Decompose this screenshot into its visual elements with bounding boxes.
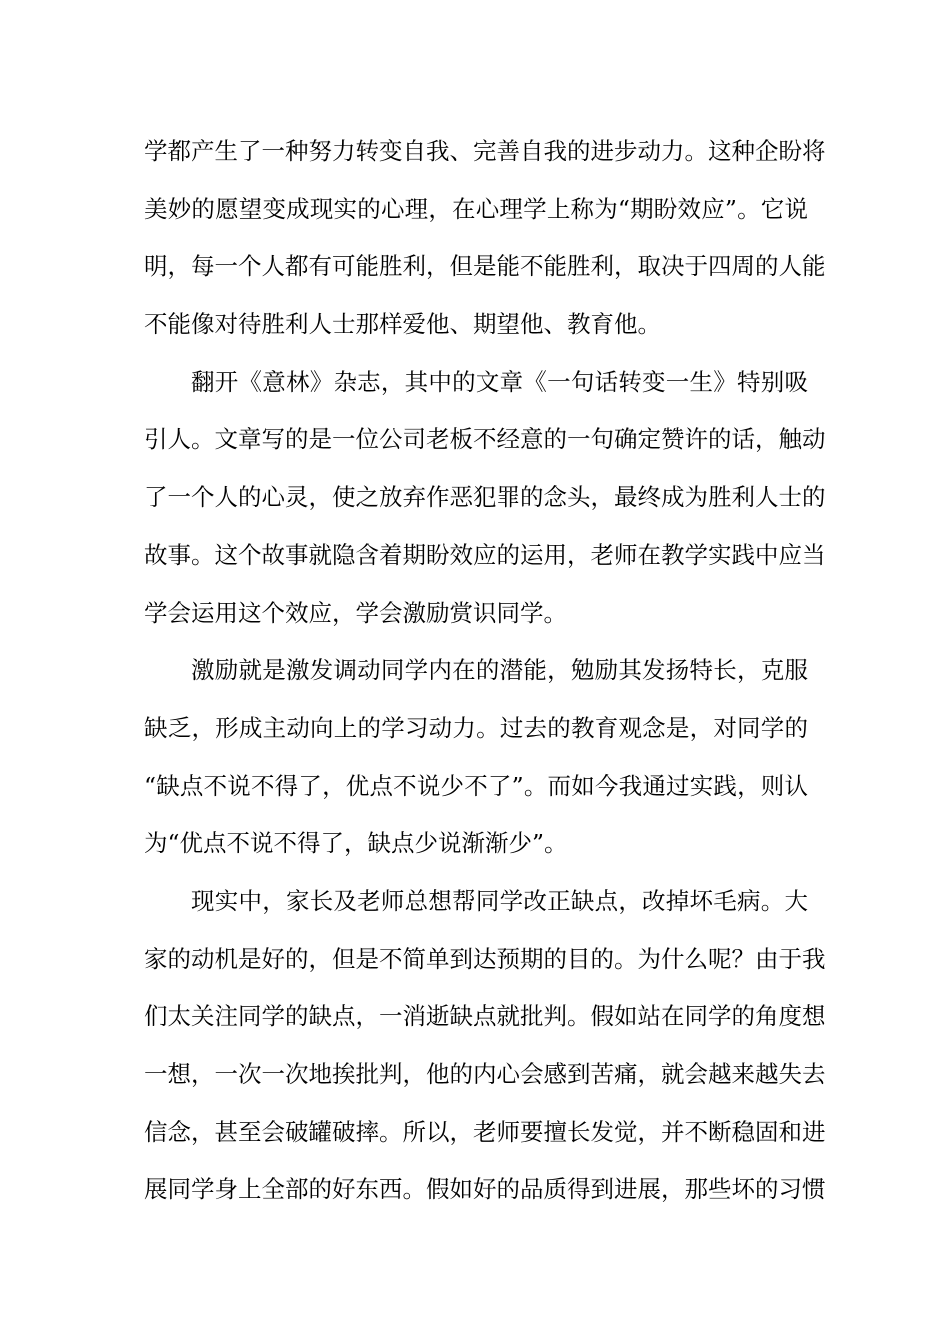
text-line: 学会运用这个效应，学会激励赏识同学。 bbox=[144, 598, 567, 627]
document-body bbox=[144, 129, 826, 1225]
text-line: 家的动机是好的，但是不简单到达预期的目的。为什么呢？由于我 bbox=[144, 944, 826, 973]
paragraph-1 bbox=[144, 129, 826, 360]
text-line: 学都产生了一种努力转变自我、完善自我的进步动力。这种企盼将 bbox=[144, 137, 826, 165]
text-line: 展同学身上全部的好东西。假如好的品质得到进展，那些坏的习惯 bbox=[144, 1175, 826, 1204]
text-line: 激励就是激发调动同学内在的潜能，勉励其发扬特长，克服 bbox=[191, 656, 808, 685]
text-line: 为“优点不说不得了，缺点少说渐渐少”。 bbox=[144, 829, 568, 858]
text-line: 不能像对待胜利人士那样爱他、期望他、教育他。 bbox=[144, 310, 661, 339]
text-line: 明，每一个人都有可能胜利，但是能不能胜利，取决于四周的人能 bbox=[144, 252, 826, 281]
text-line: 美妙的愿望变成现实的心理，在心理学上称为“期盼效应”。它说 bbox=[144, 194, 808, 223]
paragraph-3 bbox=[144, 648, 808, 879]
text-line: 引人。文章写的是一位公司老板不经意的一句确定赞许的话，触动 bbox=[144, 425, 826, 454]
text-line: 们太关注同学的缺点，一消逝缺点就批判。假如站在同学的角度想 bbox=[144, 1002, 826, 1031]
text-line: 信念，甚至会破罐破摔。所以，老师要擅长发觉，并不断稳固和进 bbox=[144, 1117, 826, 1146]
paragraph-4 bbox=[144, 879, 826, 1225]
text-line: “缺点不说不得了，优点不说少不了”。而如今我通过实践，则认 bbox=[144, 771, 808, 800]
text-line: 现实中，家长及老师总想帮同学改正缺点，改掉坏毛病。大 bbox=[191, 886, 808, 915]
text-line: 一想，一次一次地挨批判，他的内心会感到苦痛，就会越来越失去 bbox=[144, 1060, 826, 1088]
text-line: 缺乏，形成主动向上的学习动力。过去的教育观念是，对同学的 bbox=[144, 713, 808, 742]
paragraph-2 bbox=[144, 360, 826, 648]
text-line: 了一个人的心灵，使之放弃作恶犯罪的念头，最终成为胜利人士的 bbox=[144, 483, 826, 512]
text-line: 翻开《意林》杂志，其中的文章《一句话转变一生》特别吸 bbox=[191, 367, 808, 396]
text-line: 故事。这个故事就隐含着期盼效应的运用，老师在教学实践中应当 bbox=[144, 540, 826, 569]
